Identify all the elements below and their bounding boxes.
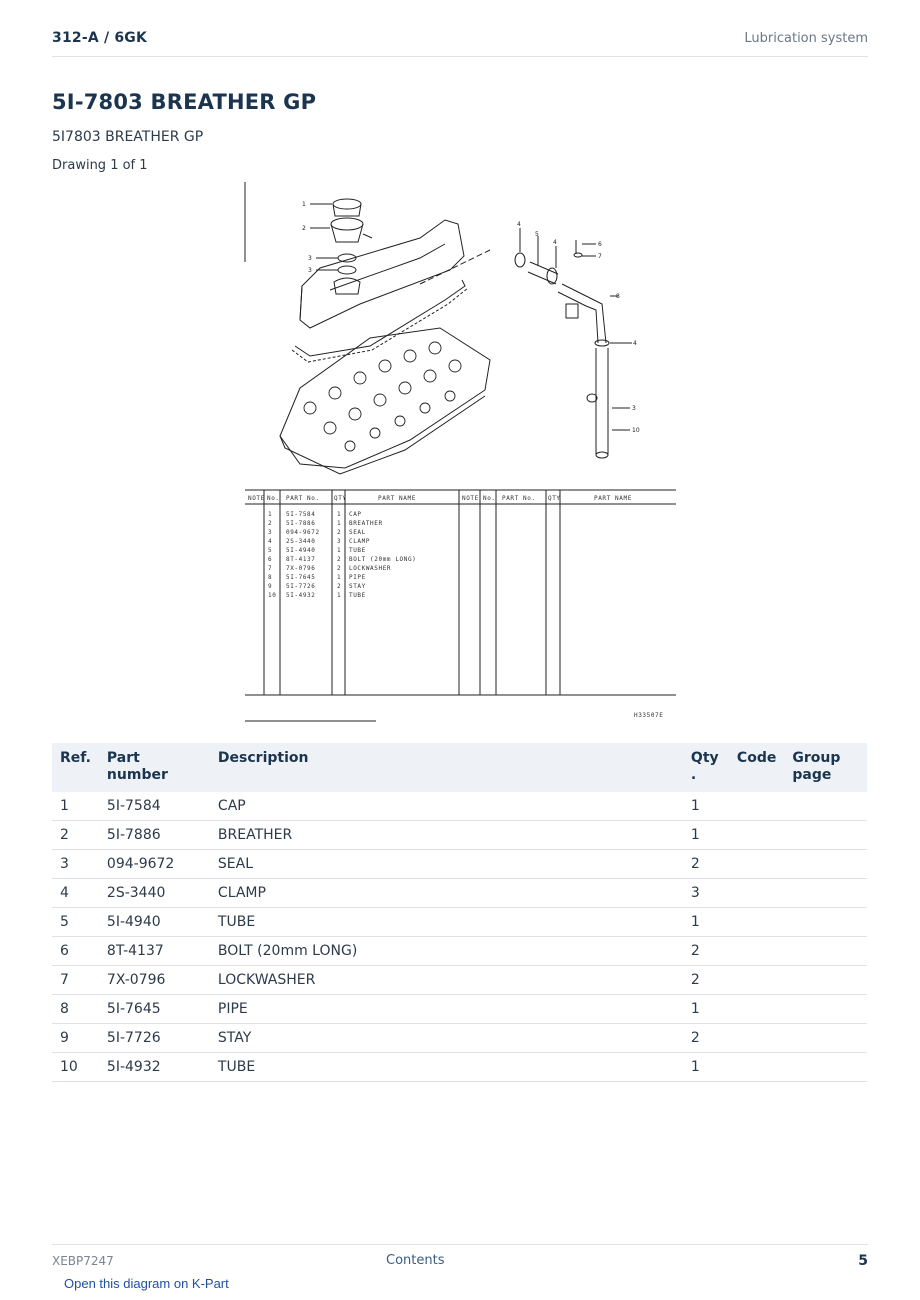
legend-header-part-name: PART NAME xyxy=(378,495,416,502)
cell-ref: 8 xyxy=(52,995,99,1024)
legend-part-no: 5I-4940 xyxy=(286,547,316,554)
table-row xyxy=(52,792,867,821)
legend-header-part-no: PART No. xyxy=(502,495,536,502)
legend-no: 1 xyxy=(268,511,273,518)
cell-group-page xyxy=(784,966,867,995)
legend-part-name: PIPE xyxy=(349,574,366,581)
callout-label: 3 xyxy=(308,267,312,274)
legend-part-name: TUBE xyxy=(349,547,366,554)
legend-header-qty: QTY xyxy=(548,495,561,502)
legend-no: 2 xyxy=(268,520,273,527)
legend-qty: 2 xyxy=(337,565,342,572)
column-header-group-page: Group page xyxy=(784,743,867,792)
legend-part-name: BREATHER xyxy=(349,520,383,527)
legend-part-name: CLAMP xyxy=(349,538,371,545)
cell-group-page xyxy=(784,937,867,966)
legend-qty: 1 xyxy=(337,547,342,554)
table-row xyxy=(52,908,867,937)
legend-qty: 1 xyxy=(337,592,342,599)
cell-ref: 5 xyxy=(52,908,99,937)
cell-description: LOCKWASHER xyxy=(210,966,683,995)
table-header-row xyxy=(52,743,867,792)
callout-label: 5 xyxy=(535,231,539,238)
cell-group-page xyxy=(784,1053,867,1082)
legend-no: 8 xyxy=(268,574,273,581)
legend-part-name: SEAL xyxy=(349,529,366,536)
parts-diagram xyxy=(240,178,680,726)
cell-description: SEAL xyxy=(210,850,683,879)
cell-part-number[interactable]: 5I-4940 xyxy=(99,908,210,937)
page-footer xyxy=(52,1244,868,1275)
cell-group-page xyxy=(784,850,867,879)
cell-group-page xyxy=(784,1024,867,1053)
legend-headers xyxy=(248,495,632,502)
cell-code xyxy=(729,966,784,995)
model-label: 312-A / 6GK xyxy=(52,30,148,46)
cell-qty: 1 xyxy=(683,821,729,850)
column-header-part-number: Part number xyxy=(99,743,210,792)
column-header-code: Code xyxy=(729,743,784,792)
contents-link[interactable]: Contents xyxy=(386,1253,445,1268)
callout-label: 3 xyxy=(632,405,636,412)
callout-label: 10 xyxy=(632,427,640,434)
cell-code xyxy=(729,937,784,966)
cell-ref: 10 xyxy=(52,1053,99,1082)
legend-no: 10 xyxy=(268,592,277,599)
cell-ref: 2 xyxy=(52,821,99,850)
column-header-ref: Ref. xyxy=(52,743,99,792)
callout-label: 4 xyxy=(517,221,521,228)
legend-part-name: CAP xyxy=(349,511,362,518)
legend-qty: 3 xyxy=(337,538,342,545)
cell-qty: 2 xyxy=(683,850,729,879)
cell-part-number[interactable]: 5I-7726 xyxy=(99,1024,210,1053)
legend-part-no: 5I-7886 xyxy=(286,520,316,527)
cell-description: PIPE xyxy=(210,995,683,1024)
legend-header-note: NOTE xyxy=(248,495,265,502)
cell-ref: 7 xyxy=(52,966,99,995)
legend-part-no: 5I-4932 xyxy=(286,592,316,599)
page-subtitle: 5I7803 BREATHER GP xyxy=(52,129,204,145)
cell-description: BOLT (20mm LONG) xyxy=(210,937,683,966)
table-row xyxy=(52,995,867,1024)
column-header-description: Description xyxy=(210,743,683,792)
cell-code xyxy=(729,1053,784,1082)
cell-part-number[interactable]: 2S-3440 xyxy=(99,879,210,908)
parts-table xyxy=(52,743,867,1082)
cell-part-number[interactable]: 5I-7886 xyxy=(99,821,210,850)
legend-part-name: BOLT (20mm LONG) xyxy=(349,556,417,563)
cell-group-page xyxy=(784,908,867,937)
legend-part-no: 2S-3440 xyxy=(286,538,316,545)
legend-no: 5 xyxy=(268,547,273,554)
cell-ref: 9 xyxy=(52,1024,99,1053)
legend-part-name: STAY xyxy=(349,583,366,590)
cell-part-number[interactable]: 094-9672 xyxy=(99,850,210,879)
cell-part-number[interactable]: 5I-4932 xyxy=(99,1053,210,1082)
cell-ref: 1 xyxy=(52,792,99,821)
cell-part-number[interactable]: 8T-4137 xyxy=(99,937,210,966)
legend-header-note: NOTE xyxy=(462,495,479,502)
legend-part-name: LOCKWASHER xyxy=(349,565,392,572)
callout-label: 1 xyxy=(302,201,306,208)
legend-part-no: 094-9672 xyxy=(286,529,320,536)
table-row xyxy=(52,821,867,850)
cell-qty: 1 xyxy=(683,995,729,1024)
legend-qty: 2 xyxy=(337,556,342,563)
legend-header-part-no: PART No. xyxy=(286,495,320,502)
legend-no: 7 xyxy=(268,565,273,572)
cell-ref: 6 xyxy=(52,937,99,966)
callout-label: 2 xyxy=(302,225,306,232)
legend-no: 3 xyxy=(268,529,273,536)
callout-label: 4 xyxy=(553,239,557,246)
legend-part-no: 5I-7726 xyxy=(286,583,316,590)
page-number: 5 xyxy=(858,1253,868,1269)
legend-part-no: 5I-7645 xyxy=(286,574,316,581)
cell-part-number[interactable]: 7X-0796 xyxy=(99,966,210,995)
legend-qty: 1 xyxy=(337,574,342,581)
table-row xyxy=(52,850,867,879)
legend-qty: 2 xyxy=(337,529,342,536)
legend-qty: 1 xyxy=(337,511,342,518)
callout-label: 4 xyxy=(633,340,637,347)
column-header-qty: Qty . xyxy=(683,743,729,792)
cell-code xyxy=(729,1024,784,1053)
cell-qty: 3 xyxy=(683,879,729,908)
cell-code xyxy=(729,995,784,1024)
cell-description: CLAMP xyxy=(210,879,683,908)
cell-qty: 1 xyxy=(683,1053,729,1082)
cell-qty: 1 xyxy=(683,908,729,937)
cell-description: TUBE xyxy=(210,908,683,937)
document-id: XEBP7247 xyxy=(52,1254,114,1268)
cell-group-page xyxy=(784,821,867,850)
table-row xyxy=(52,937,867,966)
cell-code xyxy=(729,850,784,879)
legend-header-no: No. xyxy=(483,495,496,502)
legend-header-part-name: PART NAME xyxy=(594,495,632,502)
callout-label: 8 xyxy=(616,293,620,300)
cell-part-number[interactable]: 5I-7584 xyxy=(99,792,210,821)
cell-ref: 4 xyxy=(52,879,99,908)
drawing-code: H33507E xyxy=(634,712,664,719)
cell-description: TUBE xyxy=(210,1053,683,1082)
legend-no: 6 xyxy=(268,556,273,563)
cell-ref: 3 xyxy=(52,850,99,879)
legend-part-no: 5I-7584 xyxy=(286,511,316,518)
cell-qty: 1 xyxy=(683,792,729,821)
callout-label: 7 xyxy=(598,253,602,260)
callout-label: 6 xyxy=(598,241,602,248)
cell-qty: 2 xyxy=(683,966,729,995)
legend-qty: 1 xyxy=(337,520,342,527)
table-row xyxy=(52,966,867,995)
cell-code xyxy=(729,908,784,937)
cell-part-number[interactable]: 5I-7645 xyxy=(99,995,210,1024)
section-label: Lubrication system xyxy=(744,31,868,46)
callout-label: 3 xyxy=(308,255,312,262)
parts-table-body xyxy=(52,792,867,1082)
cell-group-page xyxy=(784,879,867,908)
legend-part-no: 8T-4137 xyxy=(286,556,316,563)
legend-header-no: No. xyxy=(267,495,280,502)
cell-code xyxy=(729,879,784,908)
legend-no: 9 xyxy=(268,583,273,590)
legend-rows xyxy=(268,511,416,599)
legend-part-name: TUBE xyxy=(349,592,366,599)
drawing-label: Drawing 1 of 1 xyxy=(52,158,148,173)
legend-part-no: 7X-0796 xyxy=(286,565,316,572)
cell-description: STAY xyxy=(210,1024,683,1053)
legend-no: 4 xyxy=(268,538,273,545)
cell-description: BREATHER xyxy=(210,821,683,850)
cell-qty: 2 xyxy=(683,937,729,966)
cell-group-page xyxy=(784,792,867,821)
cell-group-page xyxy=(784,995,867,1024)
legend-qty: 2 xyxy=(337,583,342,590)
page-title: 5I-7803 BREATHER GP xyxy=(52,90,317,114)
kpart-diagram-link[interactable]: Open this diagram on K-Part xyxy=(64,1276,229,1291)
table-row xyxy=(52,1053,867,1082)
cell-description: CAP xyxy=(210,792,683,821)
page-header xyxy=(52,28,868,57)
cell-code xyxy=(729,821,784,850)
cell-qty: 2 xyxy=(683,1024,729,1053)
table-row xyxy=(52,1024,867,1053)
table-row xyxy=(52,879,867,908)
legend-header-qty: QTY xyxy=(334,495,347,502)
cell-code xyxy=(729,792,784,821)
